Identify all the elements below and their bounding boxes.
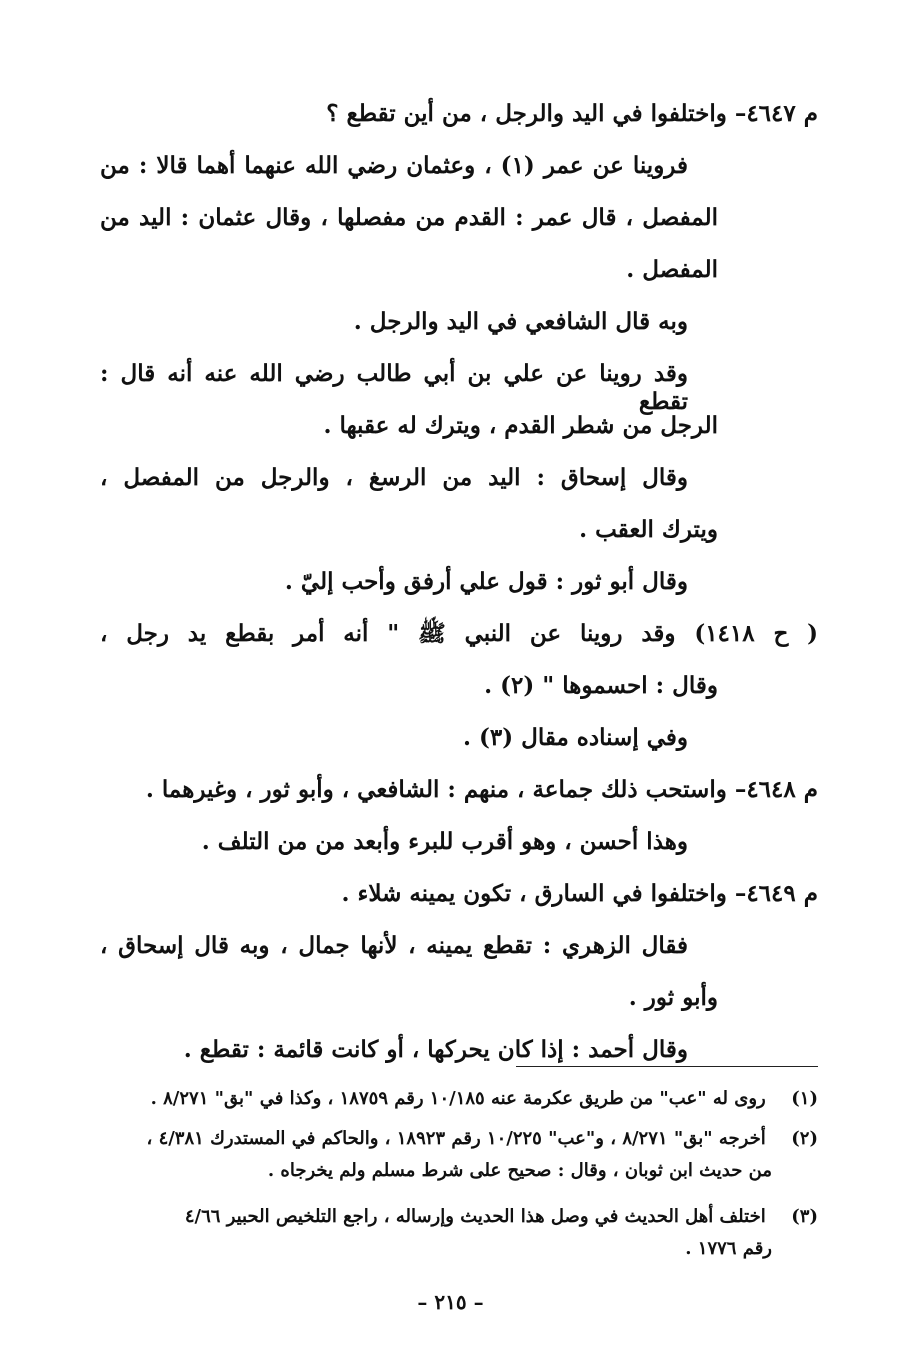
text-line: وفي إسناده مقال (٣) . [462, 724, 688, 751]
footnote-divider [516, 1066, 818, 1067]
footnote-text: روى له "عب" من طريق عكرمة عنه ١٠/١٨٥ رقم ١٨٧٥٩ ، وكذا في "بق" ٨/٢٧١ . [150, 1088, 766, 1109]
text-line: وأبو ثور . [628, 984, 718, 1011]
footnote-text: أخرجه "بق" ٨/٢٧١ ، و"عب" ١٠/٢٢٥ رقم ١٨٩٢٣ ، والحاكم في المستدرك ٤/٣٨١ ، [146, 1128, 766, 1149]
text-line: م ٤٦٤٧– واختلفوا في اليد والرجل ، من أين تقطع ؟ [326, 100, 818, 127]
page-number: – ٢١٥ – [417, 1290, 484, 1314]
text-line: المفصل ، قال عمر : القدم من مفصلها ، وقال عثمان : اليد من [100, 204, 718, 231]
text-line: فقال الزهري : تقطع يمينه ، لأنها جمال ، وبه قال إسحاق ، [100, 932, 688, 959]
text-line: وقال إسحاق : اليد من الرسغ ، والرجل من المفصل ، [100, 464, 688, 491]
footnote-1 [151, 1088, 818, 1110]
text-line: وقال أبو ثور : قول علي أرفق وأحب إليّ . [284, 568, 688, 595]
footnote-text: اختلف أهل الحديث في وصل هذا الحديث وإرساله ، راجع التلخيص الحبير ٤/٦٦ [184, 1206, 766, 1227]
footnote-number: (٢) [791, 1128, 818, 1149]
footnote-2 [146, 1128, 818, 1150]
text-line: ويترك العقب . [579, 516, 718, 543]
text-line: فروينا عن عمر (١) ، وعثمان رضي الله عنهما أهما قالا : من [100, 152, 688, 179]
text-line: م ٤٦٤٩– واختلفوا في السارق ، تكون يمينه شلاء . [341, 880, 818, 907]
footnote-3-cont: رقم ١٧٧٦ . [685, 1238, 772, 1259]
text-line: وبه قال الشافعي في اليد والرجل . [353, 308, 688, 335]
text-line: وقال : احسموها " (٢) . [484, 672, 718, 699]
text-line: وهذا أحسن ، وهو أقرب للبرء وأبعد من من التلف . [201, 828, 688, 855]
footnote-number: (١) [791, 1088, 818, 1109]
footnote-3 [185, 1206, 818, 1228]
text-line: وقال أحمد : إذا كان يحركها ، أو كانت قائمة : تقطع . [183, 1036, 688, 1063]
text-line: المفصل . [626, 256, 718, 283]
text-line: وقد روينا عن علي بن أبي طالب رضي الله عنه أنه قال : تقطع [100, 360, 688, 415]
footnote-2-cont: من حديث ابن ثوبان ، وقال : صحيح على شرط مسلم ولم يخرجاه . [267, 1160, 772, 1181]
text-line: م ٤٦٤٨– واستحب ذلك جماعة ، منهم : الشافعي ، وأبو ثور ، وغيرهما . [145, 776, 818, 803]
text-line: الرجل من شطر القدم ، ويترك له عقبها . [323, 412, 718, 439]
footnote-number: (٣) [791, 1206, 818, 1227]
text-line: ( ح ١٤١٨) وقد روينا عن النبي ﷺ " أنه أمر بقطع يد رجل ، [100, 620, 818, 647]
